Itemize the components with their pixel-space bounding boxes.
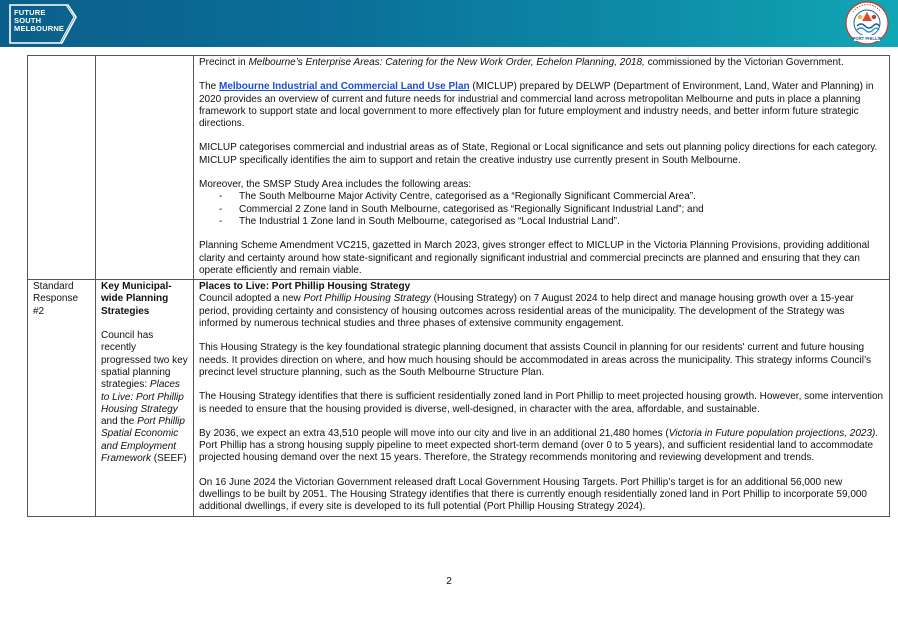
strategy-name: Port Phillip Housing Strategy	[303, 293, 431, 305]
list-item-text: The Industrial 1 Zone land in South Melbourne, categorised as “Local Industrial Land”.	[239, 215, 620, 227]
text: (SEEF)	[151, 453, 187, 465]
section-heading: Places to Live: Port Phillip Housing Strategy	[199, 281, 411, 293]
logo-line-1: FUTURE	[14, 8, 46, 17]
text: Council adopted a new	[199, 293, 304, 305]
report-title: Melbourne’s Enterprise Areas: Catering for the New Work Order, Echelon Planning, 2018,	[248, 57, 645, 68]
paragraph: On 16 June 2024 the Victorian Government released draft Local Government Housing Targets. Port Phillip’s target is for an additional 56,000 new dwellings to be built by 2051. The Housing Strategy identifies that there is currently enough residentially zoned land in Port Phillip to incorporate 59,000 additional dwellings, if every site is developed to its full potential (Port Phillip Housing Strategy 2024).	[199, 476, 867, 513]
text: commissioned by the Victorian Government.	[644, 57, 844, 68]
text: (Housing Strategy) on 7 August 2024 to help direct and manage housing growth over a 15-year period, providing certainty and consistency of housing outcomes across residential areas of the municipality. The development of the Strategy was informed by numerous technical studies and three phases of extensive community engagement.	[199, 293, 854, 330]
text: Port Phillip has a strong housing supply pipeline to meet expected short-term demand (over 0 to 5 years), and sufficient residential land to accommodate projected housing demand over the next 15 years. Therefore, the Strategy recommends monitoring and reviewing development and trends.	[199, 440, 874, 464]
list-item	[199, 191, 884, 203]
list-item	[199, 216, 884, 228]
list-item	[199, 204, 884, 216]
dash-marker: -	[219, 203, 223, 215]
strategies-description	[101, 330, 188, 465]
paragraph	[199, 293, 884, 330]
paragraph: This Housing Strategy is the key foundational strategic planning document that assists Council in planning for our residents' current and future housing needs. It provides direction on where, and how much housing should be accommodated in areas across the municipality. This strategy informs Council’s precinct level structure planning, such as the South Melbourne Structure Plan.	[199, 342, 872, 378]
row2-col1: Standard Response #2	[28, 280, 96, 516]
bullet-list	[199, 191, 884, 228]
list-item-text: The South Melbourne Major Activity Centre, categorised as a “Regionally Significant Commercial Area”.	[239, 191, 696, 203]
strategies-title: Key Municipal-wide Planning Strategies	[101, 281, 172, 317]
text: (MICLUP) prepared by DELWP (Department of Environment, Land, Water and Planning) in 2020 provides an overview of current and future needs for industrial and commercial land across metropolitan Melbourne and puts in place a planning framework to support state and local government to more effectively plan for future employment and industry needs, and better inform future strategic directions.	[199, 81, 874, 130]
paragraph	[199, 81, 884, 130]
strategy-name: Port Phillip Spatial Economic and Employment Framework	[101, 416, 185, 465]
row2-col3	[194, 280, 890, 516]
header-banner	[0, 0, 898, 47]
dash-marker: -	[219, 215, 223, 227]
logo-line-2: SOUTH	[14, 16, 42, 25]
text: Council has recently progressed two key spatial planning strategies:	[101, 330, 188, 391]
citation: Victoria in Future population projections, 2023).	[668, 427, 879, 439]
logo-line-3: MELBOURNE	[14, 24, 65, 33]
paragraph: The Housing Strategy identifies that there is sufficient residentially zoned land in Port Phillip to meet projected housing growth. However, some intervention is needed to ensure that the housing provided is diverse, well-designed, in character with the area, affordable, and sustainable.	[199, 391, 884, 415]
paragraph: Moreover, the SMSP Study Area includes the following areas:	[199, 179, 472, 191]
text: and the	[101, 416, 138, 428]
dash-marker: -	[219, 191, 223, 203]
table-row	[28, 280, 890, 516]
logo-text	[14, 9, 64, 33]
svg-text:PORT PHILLIP: PORT PHILLIP	[852, 36, 882, 41]
content-table	[27, 55, 890, 517]
paragraph	[199, 428, 884, 465]
text: By 2036, we expect an extra 43,510 people will move into our city and live in an additional 21,480 homes (	[199, 427, 669, 439]
strategy-name: Places to Live: Port Phillip Housing Strategy	[101, 379, 184, 415]
paragraph	[199, 57, 884, 69]
city-of-port-phillip-seal	[845, 1, 889, 45]
row2-col2	[96, 280, 194, 516]
paragraph: MICLUP categorises commercial and industrial areas as of State, Regional or Local significance and sets out planning policy directions for each category. MICLUP specifically identifies the aim to support and retain the creative industry use currently present in South Melbourne.	[199, 142, 878, 166]
row1-col1	[28, 56, 96, 280]
row1-col3	[194, 56, 890, 280]
page-number: 2	[446, 576, 452, 587]
miclup-link[interactable]: Melbourne Industrial and Commercial Land Use Plan	[219, 81, 470, 93]
paragraph: Planning Scheme Amendment VC215, gazetted in March 2023, gives stronger effect to MICLUP in the Victoria Planning Provisions, providing additional clarity and certainty around how state-significant and regionally significant industrial and commercial precincts are planned and ensuring that they can operate efficiently and remain viable.	[199, 240, 870, 276]
list-item-text: Commercial 2 Zone land in South Melbourne, categorised as “Regionally Significant Industrial Land”; and	[239, 203, 704, 215]
text: The	[199, 81, 220, 93]
row1-col2	[96, 56, 194, 280]
text: Precinct in	[199, 57, 249, 68]
table-row	[28, 56, 890, 280]
